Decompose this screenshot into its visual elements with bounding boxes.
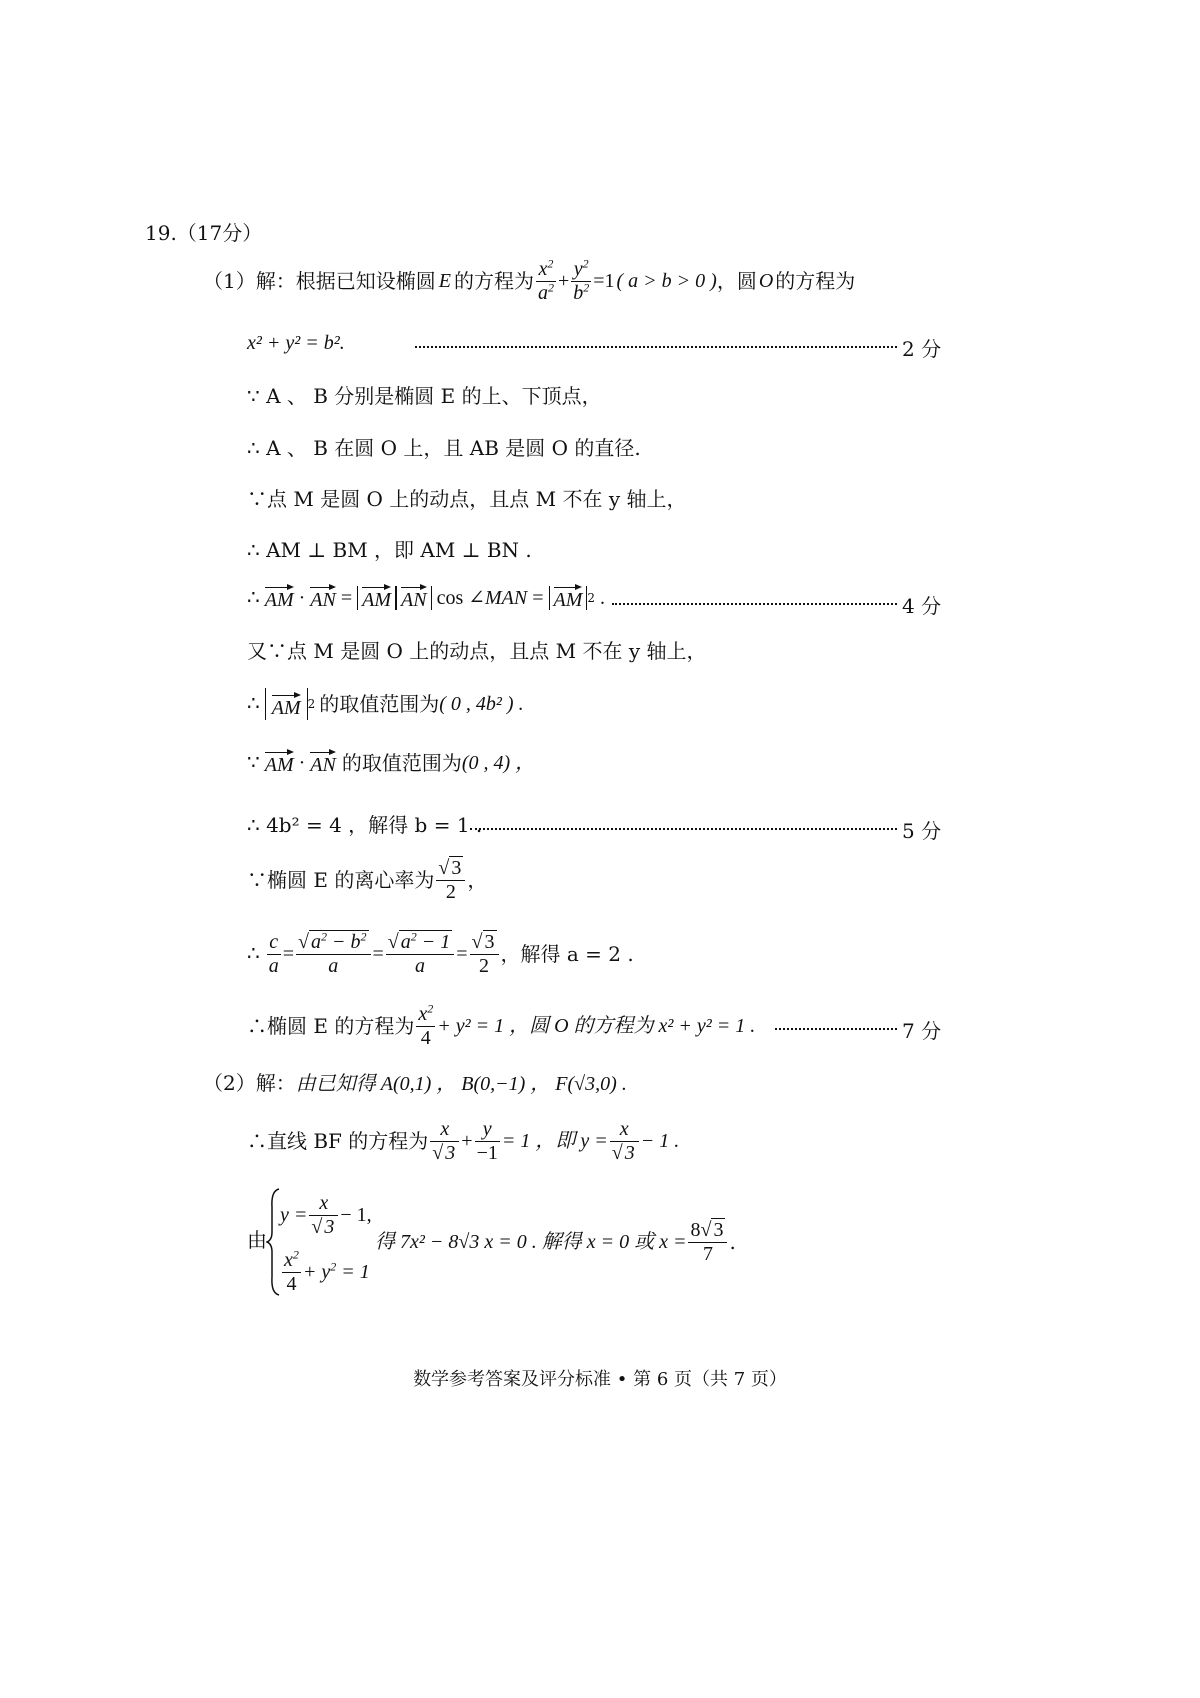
line-bf-mid: = 1 ，即 y = — [501, 1130, 608, 1152]
step-again-m: 又∵点 M 是圆 O 上的动点，且点 M 不在 y 轴上， — [247, 639, 707, 663]
score-leader — [775, 1028, 897, 1030]
system-eq2: $\frac{x^2}{4}$ + $y^2 = 1$ — [284, 1246, 370, 1295]
frac-y2-b2: $\frac{y^2}{b^2}$ — [573, 255, 590, 304]
ellipse-eq-tail: + y² = 1 ，圆 O 的方程为 x² + y² = 1 . — [437, 1015, 756, 1037]
dot-range: ∵ AM · AN 的取值范围为 (0 , 4) ， — [247, 751, 536, 776]
part1-text-b: 的方程为 — [453, 269, 534, 293]
dot-product-line: ∴ AM · AN = AM AN cos ∠ MAN = AM 2 . — [247, 587, 606, 611]
part1-text-a: 根据已知设椭圆 — [295, 269, 436, 293]
part2-line1 — [203, 1073, 627, 1094]
solve-a-line: ∴ $\frac{c}{a}$ = $\frac{√ a^2 - b^2}{a}$ = $\frac{√ a^2 - 1}{a}$ = $\frac{√ 3}{2}$ ，解得 a = 2 . — [247, 928, 634, 977]
solve-b: ∴ 4b² = 4 ，解得 b = 1 . — [247, 813, 483, 837]
known-points: 由已知得 A(0,1) ， B(0,−1) ， F(√3,0) . — [295, 1073, 627, 1095]
line-bf-text: ∴直线 BF 的方程为 — [247, 1129, 429, 1153]
var-e: E — [438, 270, 451, 292]
score-leader — [470, 828, 897, 830]
range-text: 的取值范围为 — [341, 751, 462, 775]
part1-line1: （1）解： 根据已知设椭圆 E 的方程为 $\frac{x^2}{a^2}$ + $\frac{y^2}{b^2}$ =1 ( a > b > 0 ) ，圆 O 的方程为 — [203, 255, 856, 304]
circle-equation: x² + y² = b². — [247, 332, 345, 354]
page-footer: 数学参考答案及评分标准 • 第 6 页（共 7 页） — [413, 1369, 787, 1390]
eccentricity-text: ∵椭圆 E 的离心率为 — [247, 868, 435, 892]
ellipse-eq-text: ∴椭圆 E 的方程为 — [247, 1014, 415, 1038]
frac-x2-a2: $\frac{x^2}{a^2}$ — [537, 255, 554, 304]
left-brace — [266, 1187, 280, 1297]
range-value: ( 0 , 4b² ) . — [439, 693, 524, 715]
problem-header: 19.（17分） — [145, 221, 263, 245]
part1-text-c: ，圆 — [716, 269, 757, 293]
range-value: (0 , 4) ， — [461, 752, 536, 774]
range-text: 的取值范围为 — [319, 692, 440, 716]
line-bf-end: − 1 . — [640, 1130, 680, 1152]
score-leader — [415, 346, 897, 348]
part1-text-d: 的方程为 — [775, 269, 856, 293]
score-2: 2 分 — [902, 337, 942, 361]
ellipse-condition: ( a > b > 0 ) — [616, 270, 717, 292]
system-result: 得 7x² − 8√3 x = 0 . 解得 x = 0 或 x = $\frac{8√ 3}{7}$ . — [375, 1218, 736, 1265]
score-leader — [612, 603, 897, 605]
eccentricity-line: ∵椭圆 E 的离心率为 $\frac{√ 3}{2}$ ， — [247, 856, 488, 903]
system-eq1: y = $\frac{x}{√ 3}$ − 1, — [280, 1191, 372, 1238]
system-you: 由 — [247, 1228, 267, 1252]
score-4: 4 分 — [902, 594, 942, 618]
var-o: O — [758, 270, 774, 292]
system-result-text: 得 7x² − 8√3 x = 0 . 解得 x = 0 或 x = — [375, 1231, 687, 1253]
step-point-m: ∵点 M 是圆 O 上的动点，且点 M 不在 y 轴上， — [247, 487, 687, 511]
line-bf: ∴直线 BF 的方程为 $\frac{x}{√ 3}$ + $\frac{y}{-1}$ = 1 ，即 y = $\frac{x}{√ 3}$ − 1 . — [247, 1117, 680, 1164]
score-7: 7 分 — [902, 1019, 942, 1043]
score-5: 5 分 — [902, 819, 942, 843]
solve-a-tail: ，解得 a = 2 . — [500, 942, 634, 966]
system-result-end: . — [729, 1230, 736, 1254]
step-diameter: ∴ A 、 B 在圆 O 上，且 AB 是圆 O 的直径. — [247, 436, 641, 460]
part2-label: （2）解： — [203, 1071, 296, 1095]
step-vertices: ∵ A 、 B 分别是椭圆 E 的上、下顶点， — [247, 384, 602, 408]
part1-label: （1）解： — [203, 269, 296, 293]
ellipse-equation-line: ∴椭圆 E 的方程为 $\frac{x^2}{4}$ + y² = 1 ，圆 O 的方程为 x² + y² = 1 . — [247, 1000, 756, 1049]
step-perpendicular: ∴ AM ⊥ BM ，即 AM ⊥ BN . — [247, 538, 532, 562]
am-squared-range: ∴ AM 2 的取值范围为 ( 0 , 4b² ) . — [247, 684, 524, 724]
